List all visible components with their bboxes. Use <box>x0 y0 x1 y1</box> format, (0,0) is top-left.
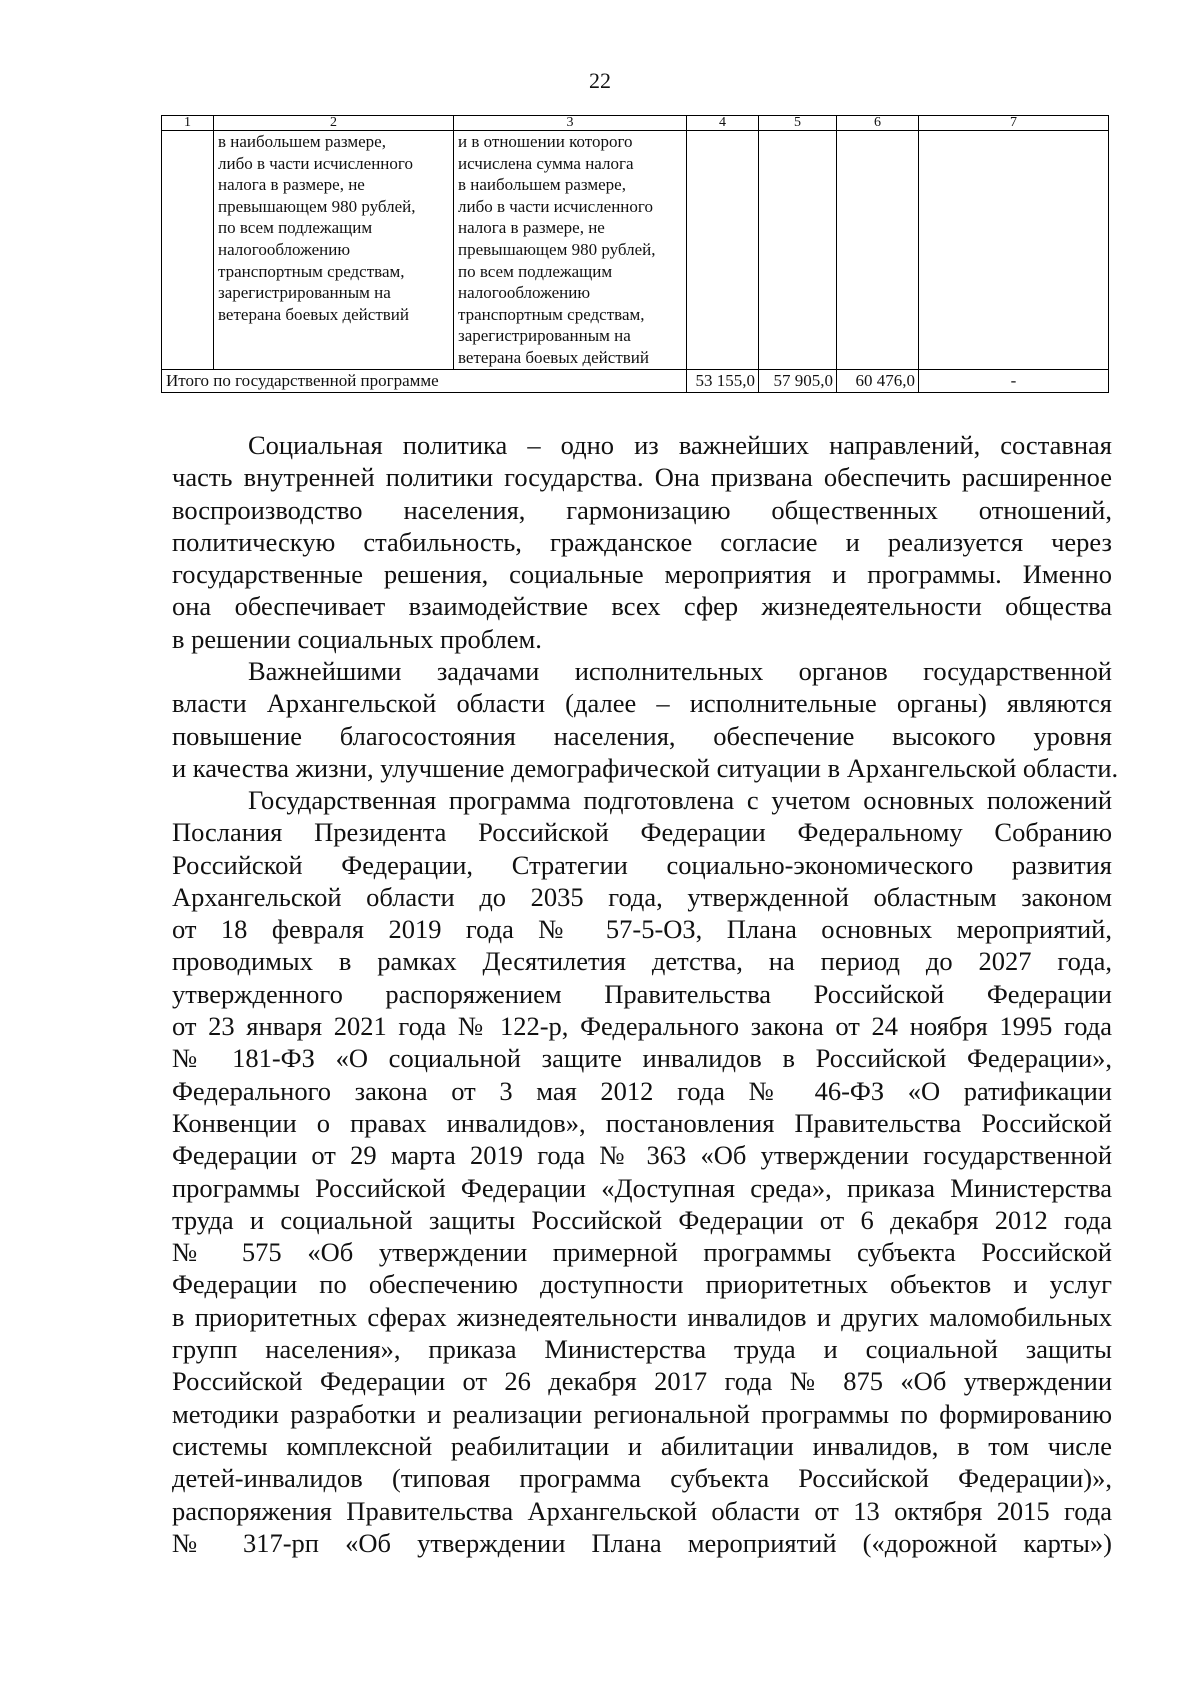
cell-text-line: по всем подлежащим <box>458 261 613 281</box>
text-line: Государственная программа подготовлена с учетом основных положений <box>248 785 1112 815</box>
total-label: Итого по государственной программе <box>162 369 687 392</box>
text-line: в решении социальных проблем. <box>172 623 542 654</box>
text-line: от 23 января 2021 года № 122-р, Федерального закона от 24 ноября 1995 года <box>172 1011 1112 1042</box>
text-line: детей-инвалидов (типовая программа субъекта Российской Федерации)», <box>172 1463 1112 1494</box>
text-line: она обеспечивает взаимодействие всех сфер жизнедеятельности общества <box>172 591 1112 622</box>
text-line: повышение благосостояния населения, обеспечение высокого уровня <box>172 720 1112 751</box>
recipient-description-cell <box>454 131 687 370</box>
cell-text-line: исчислена сумма налога <box>458 153 634 173</box>
cell-text-line: зарегистрированным на <box>458 326 631 346</box>
text-line: власти Архангельской области (далее – исполнительные органы) являются <box>172 688 1112 719</box>
column-number: 6 <box>837 116 919 131</box>
text-line: Федерации от 29 марта 2019 года № 363 «Об утверждении государственной <box>172 1140 1112 1171</box>
cell-text-line: в наибольшем размере, <box>218 132 386 151</box>
text-line: № 181-ФЗ «О социальной защите инвалидов в Российской Федерации», <box>172 1043 1112 1074</box>
text-line: № 317-рп «Об утверждении Плана мероприятий («дорожной карты») <box>172 1527 1112 1558</box>
cell-text-line: либо в части исчисленного <box>458 196 653 216</box>
text-line: и качества жизни, улучшение демографической ситуации в Архангельской области. <box>172 752 1119 783</box>
cell-text-line: и в отношении которого <box>458 132 633 151</box>
column-number: 4 <box>687 116 759 131</box>
table-cell <box>919 131 1109 370</box>
text-line: Российской Федерации от 26 декабря 2017 года № 875 «Об утверждении <box>172 1366 1112 1397</box>
text-line: Российской Федерации, Стратегии социально-экономического развития <box>172 849 1112 880</box>
text-line: от 18 февраля 2019 года № 57-5-ОЗ, Плана основных мероприятий, <box>172 914 1112 945</box>
body-paragraph <box>172 784 1112 1559</box>
text-line: государственные решения, социальные мероприятия и программы. Именно <box>172 559 1112 590</box>
table-cell <box>837 131 919 370</box>
column-number: 7 <box>919 116 1109 131</box>
total-value-col7: - <box>919 369 1109 392</box>
body-paragraph <box>172 429 1112 655</box>
text-line: часть внутренней политики государства. Она призвана обеспечить расширенное <box>172 462 1112 493</box>
text-line: политическую стабильность, гражданское согласие и реализуется через <box>172 526 1112 557</box>
cell-text-line: налогообложению <box>458 283 591 303</box>
body-paragraph <box>172 655 1119 784</box>
text-line: в приоритетных сферах жизнедеятельности инвалидов и других маломобильных <box>172 1301 1112 1332</box>
text-line: труда и социальной защиты Российской Федерации от 6 декабря 2012 года <box>172 1204 1112 1235</box>
table-header-row <box>162 116 1109 131</box>
column-number: 2 <box>214 116 454 131</box>
measure-description-cell <box>214 131 454 370</box>
text-line: Послания Президента Российской Федерации Федеральному Собранию <box>172 817 1112 848</box>
cell-text-line: превышающем 980 рублей, <box>218 196 416 216</box>
cell-text-line: по всем подлежащим <box>218 218 373 238</box>
cell-text-line: ветерана боевых действий <box>458 347 649 367</box>
text-line: Федерального закона от 3 мая 2012 года № 46-ФЗ «О ратификации <box>172 1075 1112 1106</box>
text-line: Социальная политика – одно из важнейших направлений, составная <box>248 430 1112 460</box>
column-number: 1 <box>162 116 214 131</box>
cell-text-line: в наибольшем размере, <box>458 175 626 195</box>
cell-text-line: зарегистрированным на <box>218 283 391 303</box>
cell-text-line: транспортным средствам, <box>218 261 405 281</box>
text-line: распоряжения Правительства Архангельской области от 13 октября 2015 года <box>172 1495 1112 1526</box>
table-cell <box>759 131 837 370</box>
total-value-col5: 57 905,0 <box>759 369 837 392</box>
text-line: методики разработки и реализации региональной программы по формированию <box>172 1398 1112 1429</box>
cell-text-line: налога в размере, не <box>458 218 605 238</box>
text-line: групп населения», приказа Министерства труда и социальной защиты <box>172 1334 1112 1365</box>
text-line: Важнейшими задачами исполнительных органов государственной <box>248 656 1112 686</box>
text-line: системы комплексной реабилитации и абилитации инвалидов, в том числе <box>172 1430 1112 1461</box>
total-value-col6: 60 476,0 <box>837 369 919 392</box>
text-line: проводимых в рамках Десятилетия детства, на период до 2027 года, <box>172 946 1112 977</box>
total-value-col4: 53 155,0 <box>687 369 759 392</box>
text-line: утвержденного распоряжением Правительства Российской Федерации <box>172 978 1112 1009</box>
cell-text-line: либо в части исчисленного <box>218 153 413 173</box>
cell-text-line: превышающем 980 рублей, <box>458 239 656 259</box>
text-line: Федерации по обеспечению доступности приоритетных объектов и услуг <box>172 1269 1112 1300</box>
column-number: 5 <box>759 116 837 131</box>
cell-text-line: ветерана боевых действий <box>218 304 409 324</box>
page-number: 22 <box>589 68 611 93</box>
text-line: воспроизводство населения, гармонизацию общественных отношений, <box>172 494 1112 525</box>
text-line: Архангельской области до 2035 года, утвержденной областным законом <box>172 881 1112 912</box>
text-line: Конвенции о правах инвалидов», постановления Правительства Российской <box>172 1107 1112 1138</box>
total-row <box>162 369 1109 392</box>
table-row <box>162 131 1109 370</box>
column-number: 3 <box>454 116 687 131</box>
cell-text-line: транспортным средствам, <box>458 304 645 324</box>
text-line: № 575 «Об утверждении примерной программы субъекта Российской <box>172 1237 1112 1268</box>
cell-text-line: налога в размере, не <box>218 175 365 195</box>
program-table <box>161 115 1109 393</box>
cell-text-line: налогообложению <box>218 239 351 259</box>
table-cell <box>162 131 214 370</box>
table-cell <box>687 131 759 370</box>
text-line: программы Российской Федерации «Доступная среда», приказа Министерства <box>172 1172 1112 1203</box>
